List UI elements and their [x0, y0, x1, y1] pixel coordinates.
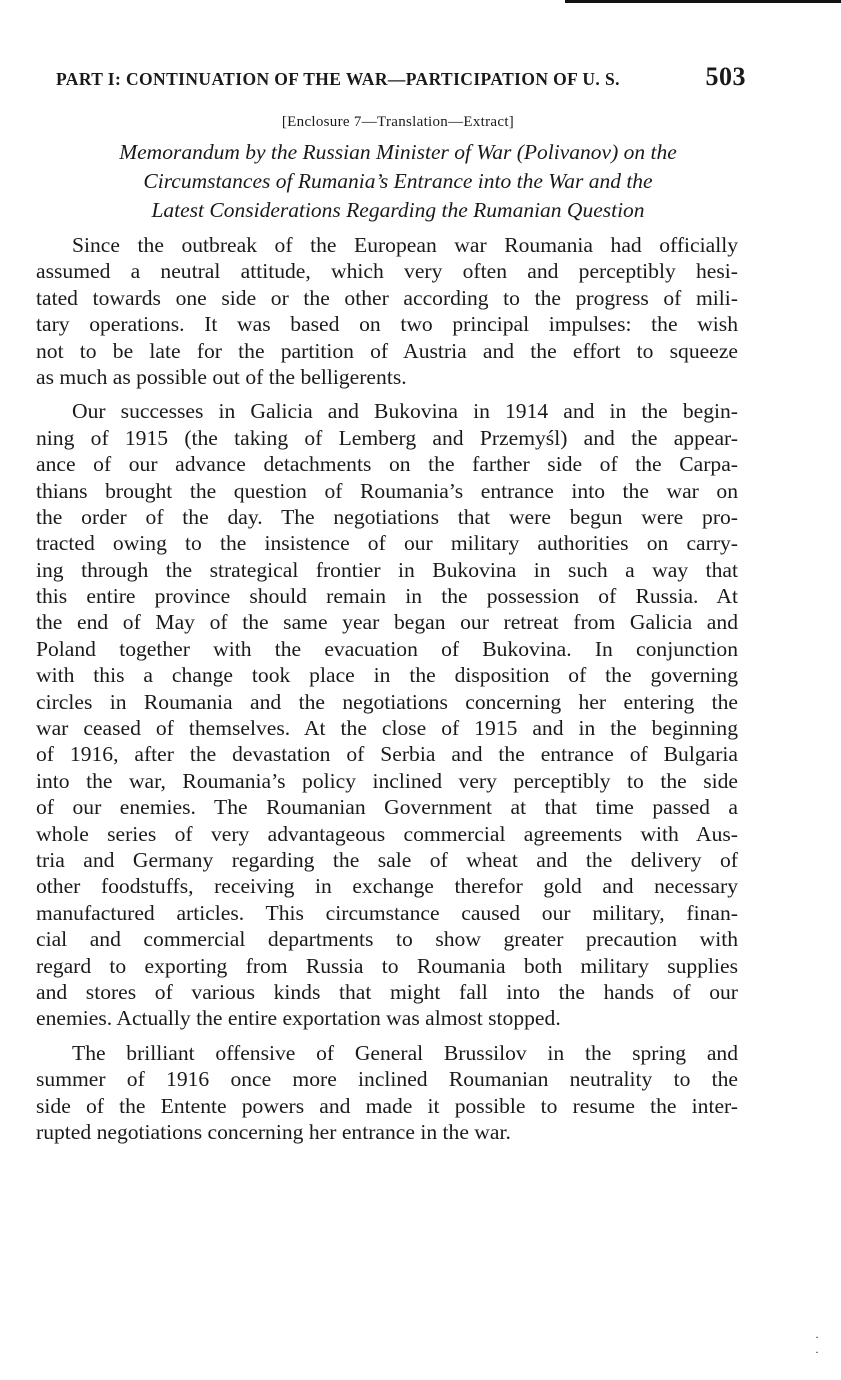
text-line: as much as possible out of the belligerents. — [36, 364, 407, 389]
text-line: regard to exporting from Russia to Roumania both military supplies — [36, 953, 738, 978]
text-line: assumed a neutral attitude, which very often and perceptibly hesi- — [36, 259, 738, 284]
text-line: other foodstuffs, receiving in exchange therefor gold and necessary — [36, 874, 738, 899]
text-line: Our successes in Galicia and Bukovina in 1914 and in the begin- — [72, 399, 738, 424]
text-line: this entire province should remain in the possession of Russia. At — [36, 584, 738, 609]
enclosure-label: [Enclosure 7—Translation—Extract] — [281, 114, 515, 130]
text-line: side of the Entente powers and made it possible to resume the inter- — [36, 1093, 738, 1118]
memorandum-body — [36, 232, 738, 1153]
paragraph — [36, 398, 738, 1031]
text-line: cial and commercial departments to show greater precaution with — [36, 927, 738, 952]
text-line: manufactured articles. This circumstance caused our military, finan- — [36, 900, 738, 925]
text-line: rupted negotiations concerning her entrance in the war. — [36, 1119, 511, 1144]
text-line: of 1916, after the devastation of Serbia and the entrance of Bulgaria — [36, 742, 738, 767]
running-header — [56, 62, 746, 96]
running-title: PART I: CONTINUATION OF THE WAR—PARTICIPATION OF U. S. — [56, 69, 620, 89]
page-number: 503 — [705, 62, 746, 91]
paragraph — [36, 232, 738, 390]
text-line: ance of our advance detachments on the farther side of the Carpa- — [36, 452, 738, 477]
title-line: Memorandum by the Russian Minister of War (Polivanov) on the — [119, 140, 677, 164]
text-line: ning of 1915 (the taking of Lemberg and Przemyśl) and the appear- — [36, 425, 738, 450]
text-line: war ceased of themselves. At the close of 1915 and in the beginning — [36, 716, 738, 741]
text-line: circles in Roumania and the negotiations concerning her entering the — [36, 689, 738, 714]
text-line: thians brought the question of Roumania’s entrance into the war on — [36, 478, 738, 503]
text-line: Poland together with the evacuation of Bukovina. In conjunction — [36, 636, 738, 661]
memorandum-title — [50, 138, 746, 225]
text-line: tracted owing to the insistence of our military authorities on carry- — [36, 531, 738, 556]
text-line: tary operations. It was based on two principal impulses: the wish — [36, 312, 738, 337]
text-line: the end of May of the same year began our retreat from Galicia and — [36, 610, 738, 635]
text-line: of our enemies. The Roumanian Government at that time passed a — [36, 795, 738, 820]
title-line: Latest Considerations Regarding the Rumanian Question — [151, 198, 645, 222]
text-line: not to be late for the partition of Austria and the effort to squeeze — [36, 338, 738, 363]
text-line: and stores of various kinds that might fall into the hands of our — [36, 979, 738, 1004]
text-line: with this a change took place in the disposition of the governing — [36, 663, 738, 688]
scan-specks: · · — [815, 1330, 825, 1359]
text-line: tated towards one side or the other according to the progress of mili- — [36, 285, 738, 310]
text-line: into the war, Roumania’s policy inclined very perceptibly to the side — [36, 768, 738, 793]
text-line: tria and Germany regarding the sale of wheat and the delivery of — [36, 847, 738, 872]
title-line: Circumstances of Rumania’s Entrance into the War and the — [143, 169, 653, 193]
text-line: summer of 1916 once more inclined Roumanian neutrality to the — [36, 1067, 738, 1092]
text-line: ing through the strategical frontier in Bukovina in such a way that — [36, 557, 738, 582]
paragraph — [36, 1040, 738, 1146]
text-line: whole series of very advantageous commercial agreements with Aus- — [36, 821, 738, 846]
text-line: enemies. Actually the entire exportation was almost stopped. — [36, 1006, 561, 1031]
text-line: The brilliant offensive of General Brussilov in the spring and — [72, 1040, 738, 1065]
page-edge-rule — [565, 0, 841, 6]
text-line: the order of the day. The negotiations that were begun were pro- — [36, 504, 738, 529]
text-line: Since the outbreak of the European war Roumania had officially — [72, 233, 738, 257]
